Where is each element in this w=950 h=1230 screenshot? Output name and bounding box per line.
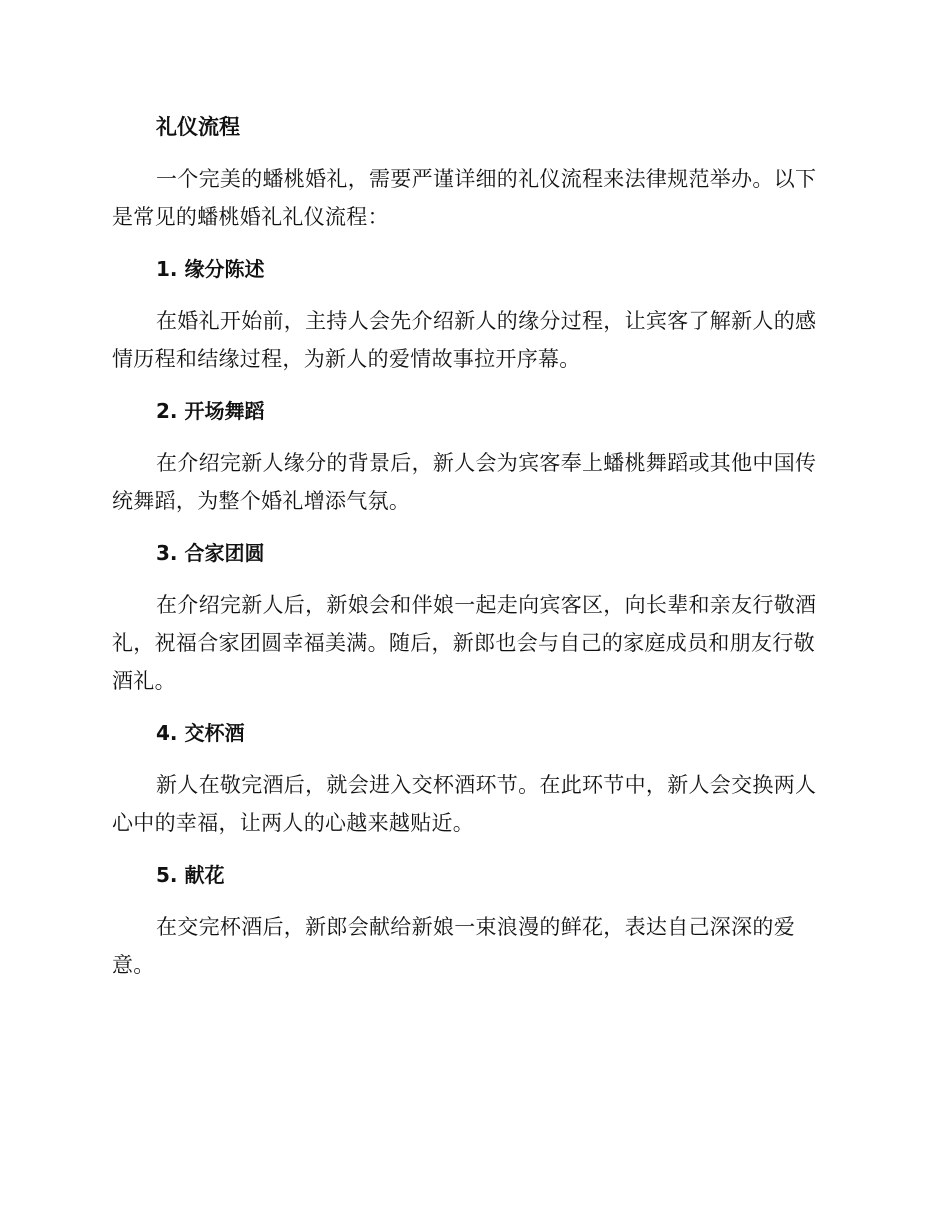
document-content [112,108,832,984]
section-heading-1: 1. 缘分陈述 [156,257,265,281]
section-heading-3: 3. 合家团圆 [156,541,265,565]
section-heading-5: 5. 献花 [156,863,225,887]
section-heading-4: 4. 交杯酒 [156,721,245,745]
section-body-4: 新人在敬完酒后，就会进入交杯酒环节。在此环节中，新人会交换两人心中的幸福，让两人的心越来越贴近。 [112,773,817,835]
document-title: 礼仪流程 [156,115,240,139]
section-heading-2: 2. 开场舞蹈 [156,399,265,423]
section-body-1: 在婚礼开始前，主持人会先介绍新人的缘分过程，让宾客了解新人的感情历程和结缘过程，为新人的爱情故事拉开序幕。 [112,309,817,371]
section-body-3: 在介绍完新人后，新娘会和伴娘一起走向宾客区，向长辈和亲友行敬酒礼，祝福合家团圆幸福美满。随后，新郎也会与自己的家庭成员和朋友行敬酒礼。 [112,593,817,693]
intro-paragraph: 一个完美的蟠桃婚礼，需要严谨详细的礼仪流程来法律规范举办。以下是常见的蟠桃婚礼礼仪流程： [112,167,817,229]
section-body-5: 在交完杯酒后，新郎会献给新娘一束浪漫的鲜花，表达自己深深的爱意。 [112,915,795,977]
section-body-2: 在介绍完新人缘分的背景后，新人会为宾客奉上蟠桃舞蹈或其他中国传统舞蹈，为整个婚礼增添气氛。 [112,451,817,513]
